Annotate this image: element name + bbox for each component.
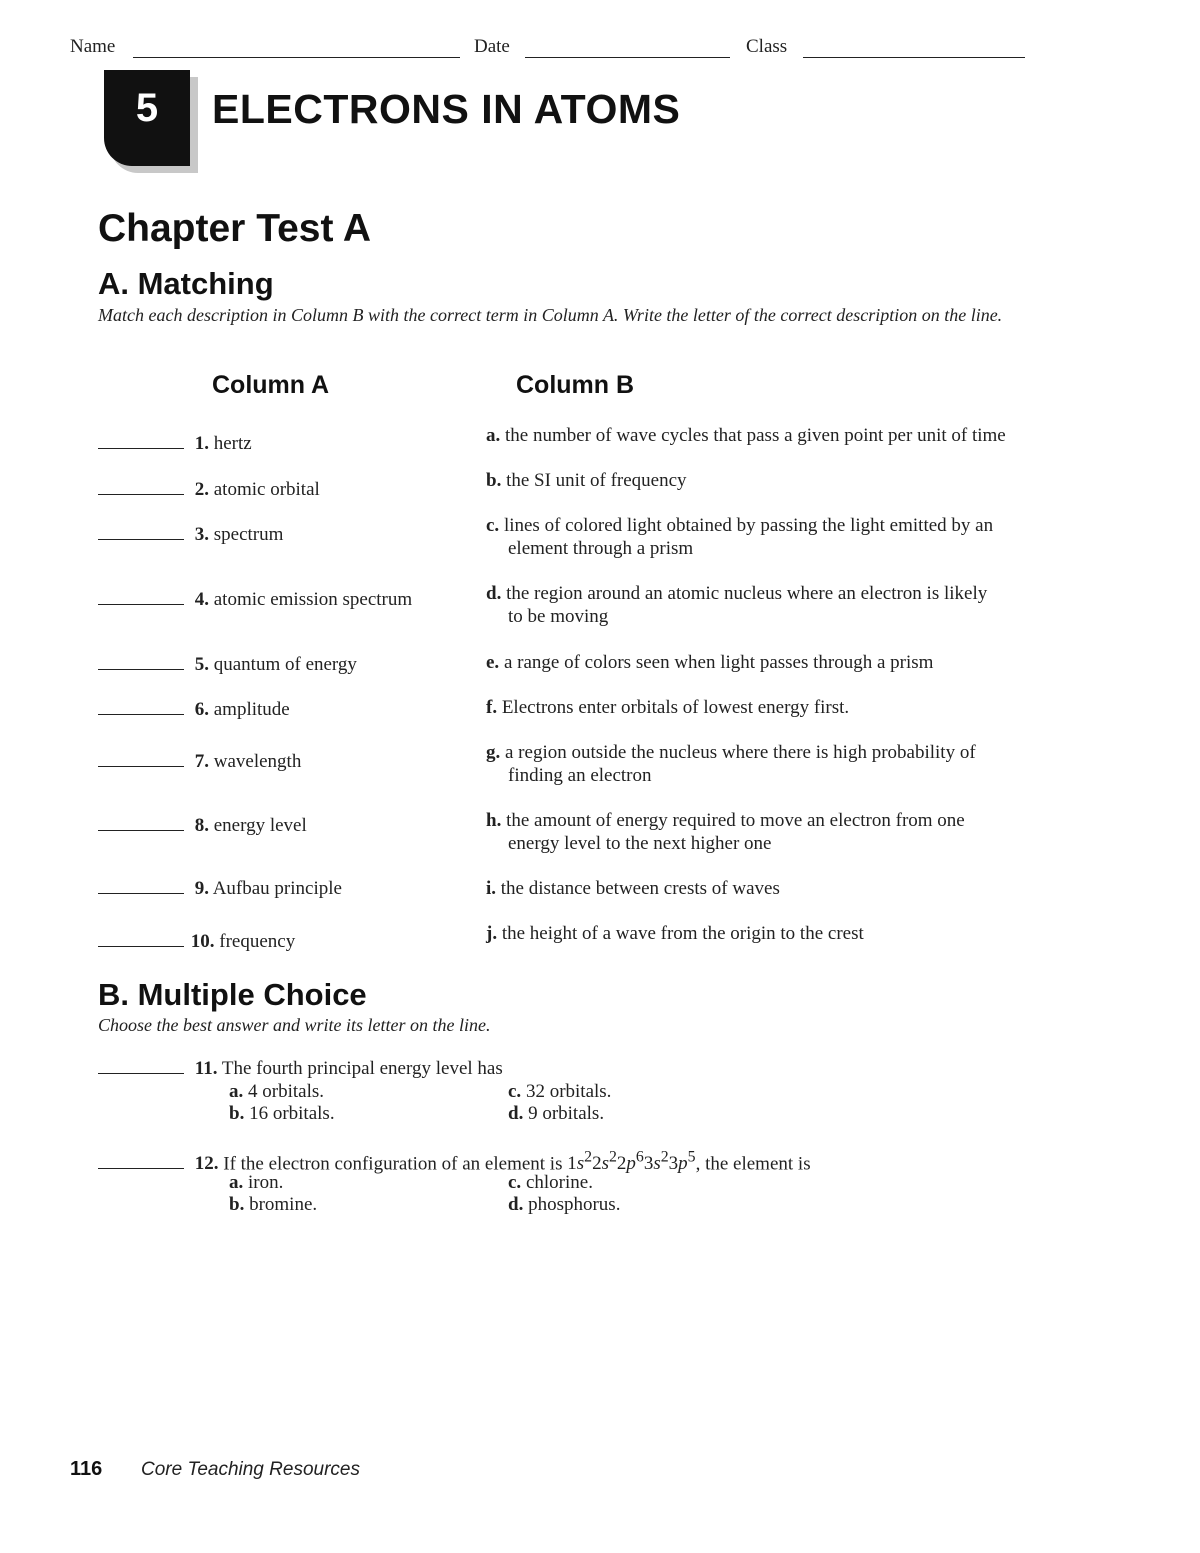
answer-blank[interactable] — [98, 494, 184, 495]
config-level: 3 — [668, 1153, 679, 1175]
config-level: 1 — [567, 1153, 577, 1175]
item-number: 4. — [194, 589, 209, 610]
description-f — [486, 696, 1031, 719]
description-letter: d. — [486, 583, 502, 604]
option-text: 32 orbitals. — [525, 1081, 612, 1102]
question-number: 12. — [194, 1153, 219, 1175]
config-level: 2 — [592, 1153, 602, 1175]
description-text: the distance between crests of waves — [500, 878, 780, 899]
description-letter: c. — [486, 515, 500, 536]
answer-blank[interactable] — [98, 766, 184, 767]
item-term: frequency — [219, 931, 296, 952]
description-c — [486, 514, 1031, 560]
column-b-header: Column B — [516, 371, 635, 399]
option-12a — [229, 1172, 283, 1194]
option-letter: c. — [508, 1081, 522, 1102]
description-text-continued: finding an electron — [508, 765, 652, 786]
option-11c — [508, 1081, 611, 1103]
question-11 — [98, 1058, 503, 1080]
option-12b — [229, 1194, 317, 1216]
matching-item-1 — [98, 433, 252, 455]
answer-blank[interactable] — [98, 830, 184, 831]
description-letter: e. — [486, 652, 500, 673]
description-e — [486, 651, 1031, 674]
option-letter: d. — [508, 1194, 524, 1215]
question-text: If the electron configuration of an element is — [223, 1153, 563, 1175]
item-number: 7. — [194, 751, 209, 772]
answer-blank[interactable] — [98, 448, 184, 449]
resource-title: Core Teaching Resources — [141, 1459, 360, 1480]
description-j — [486, 922, 1031, 945]
description-letter: b. — [486, 470, 502, 491]
matching-item-2 — [98, 479, 320, 501]
item-term: atomic orbital — [213, 479, 320, 500]
test-title: Chapter Test A — [98, 207, 372, 250]
question-number: 11. — [194, 1058, 218, 1079]
option-letter: d. — [508, 1103, 524, 1124]
option-text: 9 orbitals. — [528, 1103, 605, 1124]
description-text-continued: element through a prism — [508, 538, 694, 559]
option-letter: b. — [229, 1194, 245, 1215]
description-a — [486, 424, 1031, 447]
option-text: chlorine. — [525, 1172, 593, 1193]
item-term: Aufbau principle — [212, 878, 342, 899]
description-text: a region outside the nucleus where there is high probability of — [505, 742, 976, 763]
config-level: 3 — [643, 1153, 654, 1175]
item-term: amplitude — [213, 699, 290, 720]
config-exponent: 2 — [660, 1149, 669, 1166]
description-text: the region around an atomic nucleus where an electron is likely — [506, 583, 988, 604]
description-letter: f. — [486, 697, 498, 718]
matching-item-7 — [98, 751, 301, 773]
answer-blank[interactable] — [98, 669, 184, 670]
description-text: lines of colored light obtained by passing the light emitted by an — [503, 515, 994, 536]
item-number: 3. — [194, 524, 209, 545]
description-h — [486, 809, 1031, 855]
date-label: Date — [474, 36, 510, 57]
question-text-suffix: , the element is — [695, 1153, 811, 1175]
item-number: 10. — [190, 931, 215, 952]
answer-blank[interactable] — [98, 946, 184, 947]
item-term: hertz — [213, 433, 252, 454]
matching-item-8 — [98, 815, 307, 837]
description-text: the number of wave cycles that pass a given point per unit of time — [505, 425, 1006, 446]
question-12 — [98, 1149, 811, 1175]
item-term: atomic emission spectrum — [213, 589, 413, 610]
name-field[interactable] — [133, 57, 460, 58]
option-letter: b. — [229, 1103, 245, 1124]
option-12c — [508, 1172, 593, 1194]
item-number: 8. — [194, 815, 209, 836]
description-text: the amount of energy required to move an electron from one — [506, 810, 965, 831]
item-term: spectrum — [213, 524, 284, 545]
answer-blank[interactable] — [98, 604, 184, 605]
description-i — [486, 877, 1031, 900]
config-orbital: s — [576, 1153, 585, 1175]
option-text: 16 orbitals. — [249, 1103, 335, 1124]
description-text: Electrons enter orbitals of lowest energy first. — [501, 697, 850, 718]
description-letter: j. — [486, 923, 498, 944]
answer-blank[interactable] — [98, 539, 184, 540]
item-number: 5. — [194, 654, 209, 675]
option-letter: a. — [229, 1172, 244, 1193]
item-number: 1. — [194, 433, 209, 454]
description-g — [486, 741, 1031, 787]
matching-item-5 — [98, 654, 357, 676]
matching-item-4 — [98, 589, 412, 611]
matching-item-3 — [98, 524, 283, 546]
description-text-continued: energy level to the next higher one — [508, 833, 772, 854]
option-text: phosphorus. — [528, 1194, 621, 1215]
option-11b — [229, 1103, 335, 1125]
answer-blank[interactable] — [98, 1168, 184, 1169]
multiple-choice-section-title: B. Multiple Choice — [98, 977, 367, 1012]
description-letter: a. — [486, 425, 501, 446]
config-level: 2 — [616, 1153, 627, 1175]
matching-item-10 — [98, 931, 295, 953]
option-11a — [229, 1081, 324, 1103]
item-number: 2. — [194, 479, 209, 500]
description-text-continued: to be moving — [508, 606, 609, 627]
description-d — [486, 582, 1031, 628]
matching-item-9 — [98, 878, 342, 900]
config-orbital: s — [653, 1153, 661, 1175]
item-number: 6. — [194, 699, 209, 720]
option-text: 4 orbitals. — [248, 1081, 324, 1102]
description-text: a range of colors seen when light passes through a prism — [503, 652, 934, 673]
description-letter: i. — [486, 878, 497, 899]
config-exponent: 2 — [608, 1149, 617, 1166]
option-letter: c. — [508, 1172, 522, 1193]
item-term: quantum of energy — [213, 654, 357, 675]
multiple-choice-instructions: Choose the best answer and write its letter on the line. — [98, 1015, 491, 1035]
item-term: energy level — [213, 815, 307, 836]
class-label: Class — [746, 36, 788, 57]
answer-blank[interactable] — [98, 893, 184, 894]
config-orbital: p — [678, 1153, 688, 1175]
description-letter: g. — [486, 742, 501, 763]
description-text: the SI unit of frequency — [506, 470, 687, 491]
page-number: 116 — [70, 1458, 103, 1480]
item-term: wavelength — [213, 751, 302, 772]
answer-blank[interactable] — [98, 714, 184, 715]
description-text: the height of a wave from the origin to the crest — [501, 923, 864, 944]
option-letter: a. — [229, 1081, 244, 1102]
option-text: iron. — [248, 1172, 284, 1193]
config-orbital: p — [626, 1153, 636, 1175]
option-text: bromine. — [249, 1194, 318, 1215]
date-field[interactable] — [525, 57, 730, 58]
answer-blank[interactable] — [98, 1073, 184, 1074]
item-number: 9. — [194, 878, 209, 899]
matching-instructions: Match each description in Column B with the correct term in Column A. Write the letter of the correct description on the line. — [98, 305, 1003, 325]
config-exponent: 5 — [687, 1149, 696, 1166]
name-label: Name — [70, 36, 116, 57]
config-orbital: s — [601, 1153, 609, 1175]
chapter-number: 5 — [135, 86, 159, 130]
option-11d — [508, 1103, 604, 1125]
matching-item-6 — [98, 699, 290, 721]
column-a-header: Column A — [212, 371, 330, 399]
matching-section-title: A. Matching — [98, 266, 274, 301]
question-text: The fourth principal energy level has — [221, 1058, 503, 1079]
description-letter: h. — [486, 810, 502, 831]
class-field[interactable] — [803, 57, 1025, 58]
config-exponent: 2 — [584, 1149, 593, 1166]
description-b — [486, 469, 1031, 492]
option-12d — [508, 1194, 620, 1216]
config-exponent: 6 — [635, 1149, 644, 1166]
chapter-title: ELECTRONS IN ATOMS — [212, 86, 681, 132]
